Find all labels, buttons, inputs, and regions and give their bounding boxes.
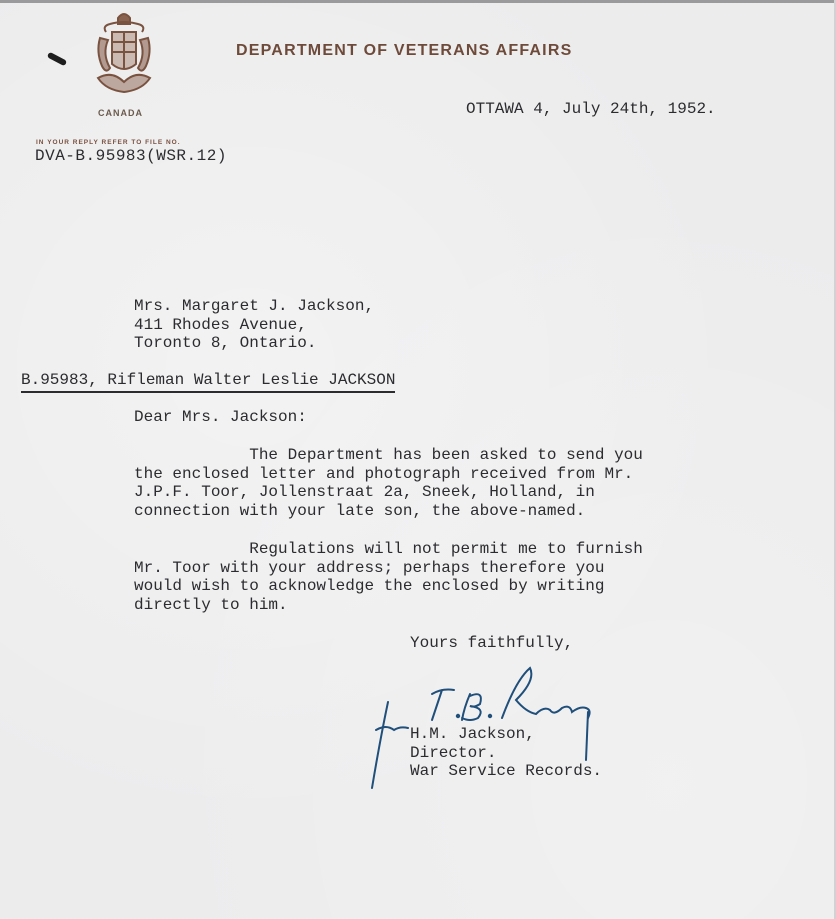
body-line: Regulations will not permit me to furnish [134, 540, 643, 558]
subject-line: B.95983, Rifleman Walter Leslie JACKSON [21, 371, 395, 393]
signatory-name: H.M. Jackson, [410, 725, 535, 743]
body-line: connection with your late son, the above-named. [134, 501, 586, 520]
date-line: OTTAWA 4, July 24th, 1952. [466, 100, 716, 118]
signatory-division: War Service Records. [410, 762, 603, 780]
file-reference-label: IN YOUR REPLY REFER TO FILE NO. [36, 139, 181, 146]
scan-edge-top [0, 0, 836, 3]
body-paragraph-2 [134, 540, 643, 614]
address-line: 411 Rhodes Avenue, [134, 315, 307, 334]
coat-of-arms-icon [92, 8, 156, 98]
body-paragraph-1 [134, 446, 643, 520]
body-line: the enclosed letter and photograph received from Mr. [134, 464, 634, 483]
closing: Yours faithfully, [410, 634, 574, 652]
body-line: The Department has been asked to send you [134, 446, 643, 464]
body-line: J.P.F. Toor, Jollenstraat 2a, Sneek, Holland, in [134, 483, 595, 501]
department-name: DEPARTMENT OF VETERANS AFFAIRS [236, 42, 573, 59]
body-line: directly to him. [134, 595, 288, 614]
country-label: CANADA [98, 108, 143, 118]
address-line: Mrs. Margaret J. Jackson, [134, 297, 375, 315]
recipient-address [134, 297, 374, 353]
body-line: would wish to acknowledge the enclosed by writing [134, 577, 605, 595]
body-line: Mr. Toor with your address; perhaps therefore you [134, 558, 605, 577]
signatory-block [410, 725, 602, 781]
file-number: DVA-B.95983(WSR.12) [35, 147, 227, 165]
signatory-title: Director. [410, 743, 497, 762]
salutation: Dear Mrs. Jackson: [134, 408, 307, 426]
ink-mark [47, 52, 67, 67]
address-line: Toronto 8, Ontario. [134, 334, 317, 352]
